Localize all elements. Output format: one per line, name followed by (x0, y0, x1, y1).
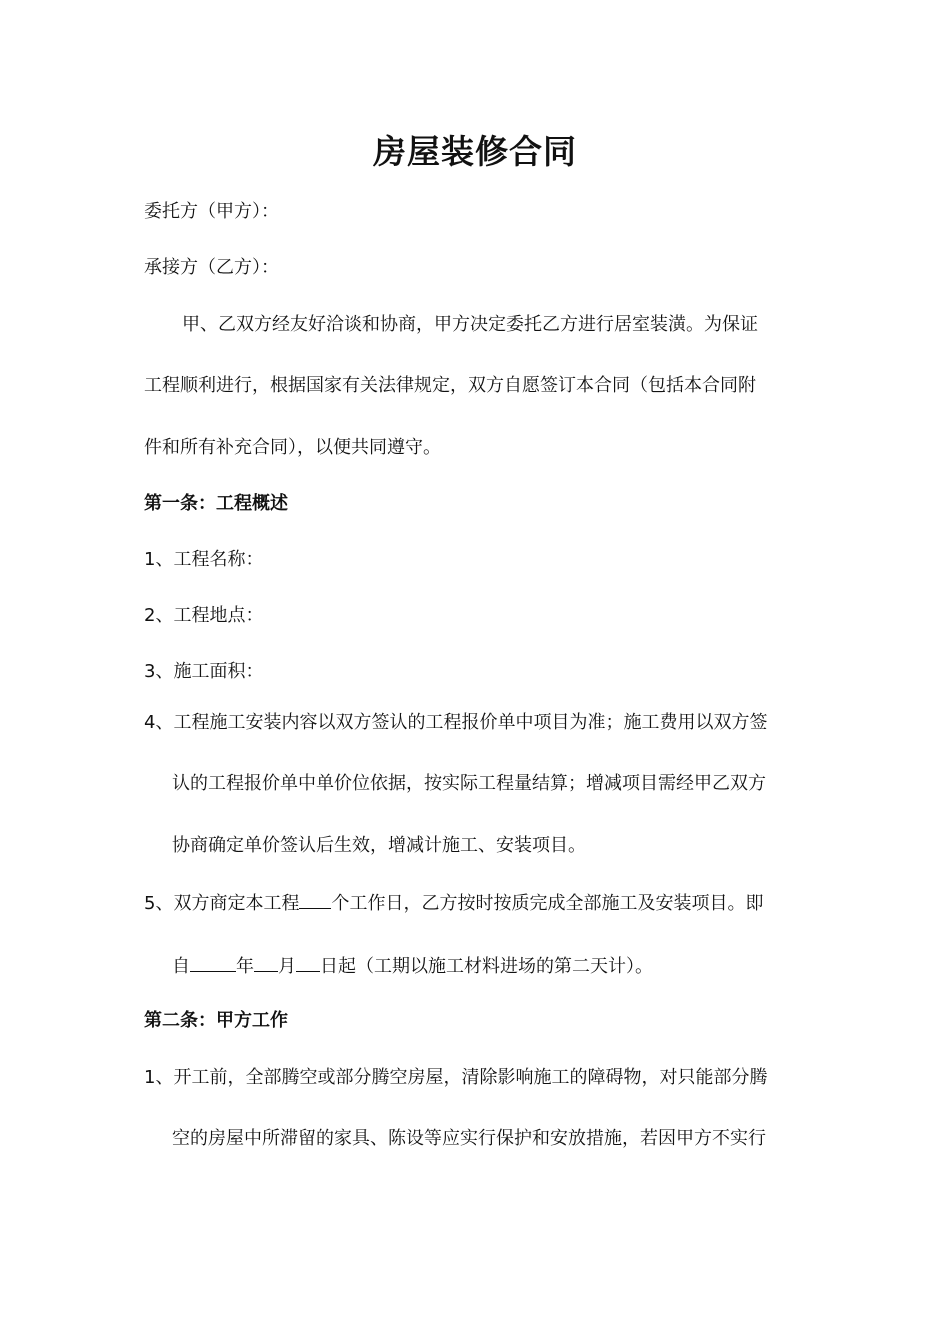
item-5-text-f: 日起（工期以施工材料进场的第二天计）。 (320, 956, 653, 977)
article-1-item-2: 2、工程地点： (144, 605, 264, 626)
article-1-item-4-line-1: 4、工程施工安装内容以双方签认的工程报价单中项目为准；施工费用以双方签 (144, 712, 768, 733)
item-5-text-e: 月 (278, 956, 296, 977)
preamble-line-1: 甲、乙双方经友好洽谈和协商，甲方决定委托乙方进行居室装潢。为保证 (182, 314, 758, 335)
year-blank (190, 953, 236, 972)
article-1-item-3: 3、施工面积： (144, 661, 264, 682)
item-5-text-c: 自 (172, 956, 190, 977)
workdays-blank (299, 890, 331, 909)
preamble-line-2: 工程顺利进行，根据国家有关法律规定，双方自愿签订本合同（包括本合同附 (144, 375, 756, 396)
article-1-item-1: 1、工程名称： (144, 549, 264, 570)
item-5-text-d: 年 (236, 956, 254, 977)
article-2-heading: 第二条：甲方工作 (144, 1010, 288, 1031)
contractor-party-label: 承接方（乙方）： (144, 257, 279, 278)
contract-title: 房屋装修合同 (373, 132, 577, 171)
article-2-item-1-line-2: 空的房屋中所滞留的家具、陈设等应实行保护和安放措施，若因甲方不实行 (172, 1128, 766, 1149)
day-blank (296, 953, 320, 972)
article-2-item-1-line-1: 1、开工前，全部腾空或部分腾空房屋，清除影响施工的障碍物，对只能部分腾 (144, 1067, 768, 1088)
preamble-line-3: 件和所有补充合同），以便共同遵守。 (144, 437, 441, 458)
article-1-heading: 第一条：工程概述 (144, 493, 288, 514)
article-1-item-5-line-2 (172, 953, 653, 979)
item-5-text-b: 个工作日，乙方按时按质完成全部施工及安装项目。即 (331, 893, 764, 914)
article-1-item-4-line-2: 认的工程报价单中单价位依据，按实际工程量结算；增减项目需经甲乙双方 (172, 773, 766, 794)
client-party-label: 委托方（甲方）： (144, 201, 279, 222)
article-1-item-4-line-3: 协商确定单价签认后生效，增减计施工、安装项目。 (172, 835, 586, 856)
article-1-item-5-line-1 (144, 890, 763, 916)
month-blank (254, 953, 278, 972)
item-5-text-a: 5、双方商定本工程 (144, 893, 300, 914)
